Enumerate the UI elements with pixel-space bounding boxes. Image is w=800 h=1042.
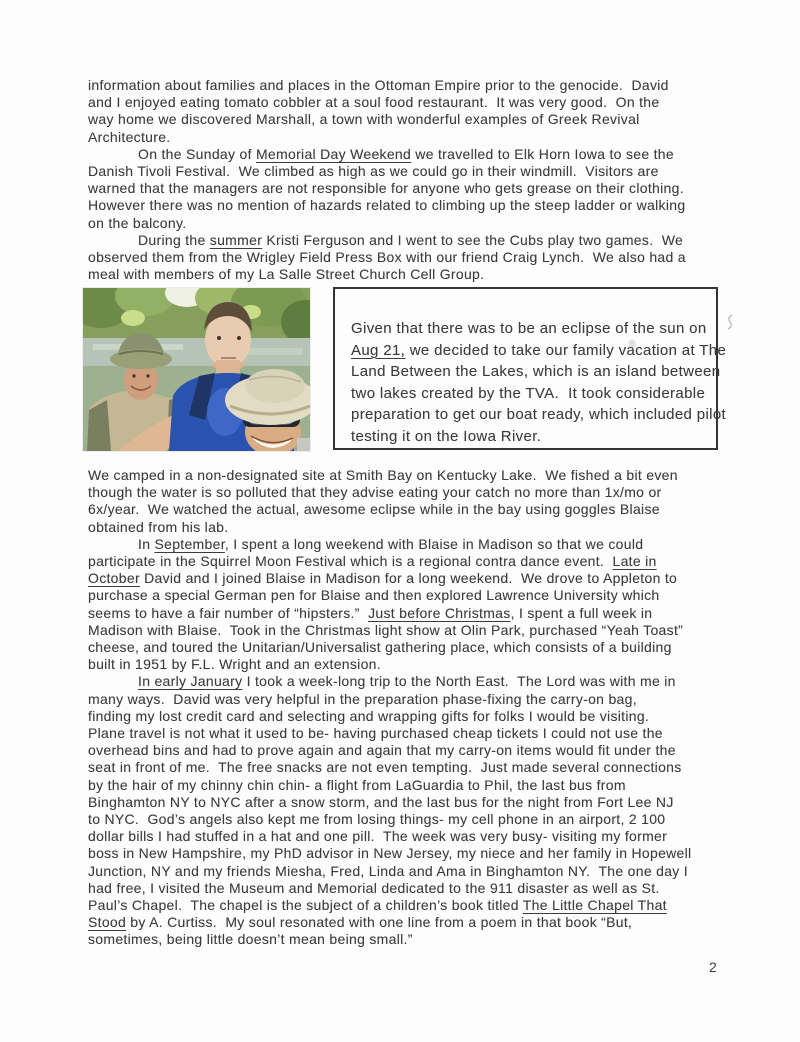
body-text-top: [88, 77, 778, 283]
text-line: We camped in a non-designated site at Smith Bay on Kentucky Lake. We fished a bit even: [88, 467, 678, 483]
text-line: cheese, and toured the Unitarian/Universalist gathering place, which consists of a building: [88, 639, 672, 656]
text-line: dollar bills I had stuffed in a hat and one pill. The week was very busy- visiting my former: [88, 828, 668, 845]
text-line: Plane travel is not what it used to be- having purchased cheap tickets I could not use the: [88, 725, 663, 742]
vacation-selfie-photo: [83, 288, 310, 451]
text-line: 6x/year. We watched the actual, awesome eclipse while in the bay using goggles Blaise: [88, 501, 660, 518]
text-line: had free, I visited the Museum and Memorial dedicated to the 911 disaster as well as St.: [88, 879, 660, 896]
text-line: though the water is so polluted that they advise eating your catch no more than 1x/mo or: [88, 484, 662, 501]
text-line: October David and I joined Blaise in Madison for a long weekend. We drove to Appleton to: [88, 570, 678, 587]
pencil-smudge-artifact: [627, 339, 637, 348]
text-line: Paul’s Chapel. The chapel is the subject of a children’s book titled The Little Chapel That: [88, 897, 667, 914]
text-line: Architecture.: [88, 128, 171, 145]
text-line: obtained from his lab.: [88, 518, 229, 535]
text-line: meal with members of my La Salle Street Church Cell Group.: [88, 266, 485, 283]
text-line: Junction, NY and my friends Miesha, Fred, Linda and Ama in Binghamton NY. The one day I: [88, 862, 688, 879]
text-line: preparation to get our boat ready, which included pilot: [351, 406, 727, 424]
text-line: During the summer Kristi Ferguson and I went to see the Cubs play two games. We: [138, 231, 684, 248]
text-line: Aug 21, we decided to take our family vacation at The: [351, 341, 727, 359]
text-line: boss in New Hampshire, my PhD advisor in New Jersey, my niece and her family in Hopewell: [88, 845, 692, 862]
text-line: many ways. David was very helpful in the preparation phase-fixing the carry-on bag,: [88, 690, 637, 707]
eclipse-callout-box: [333, 287, 727, 450]
text-line: built in 1951 by F.L. Wright and an extension.: [88, 656, 381, 673]
text-line: finding my lost credit card and selecting and wrapping gifts for folks I would be visiting.: [88, 707, 650, 724]
page-number: 2: [709, 959, 718, 975]
text-line: seems to have a fair number of “hipsters.” Just before Christmas, I spent a full week in: [88, 604, 653, 621]
text-line: testing it on the Iowa River.: [351, 427, 542, 445]
text-line: Danish Tivoli Festival. We climbed as high as we could go in their windmill. Visitors are: [88, 163, 659, 180]
body-text-bottom: [88, 467, 778, 949]
text-line: Madison with Blaise. Took in the Christmas light show at Olin Park, purchased “Yeah Toast”: [88, 621, 684, 638]
scan-artifact: [724, 314, 736, 330]
text-line: observed them from the Wrigley Field Press Box with our friend Craig Lynch. We also had a: [88, 249, 686, 266]
paragraph: [88, 77, 778, 146]
paragraph: [88, 467, 778, 536]
text-line: participate in the Squirrel Moon Festival which is a regional contra dance event. Late in: [88, 553, 657, 570]
text-line: In early January I took a week-long trip to the North East. The Lord was with me in: [138, 673, 676, 690]
text-line: Binghamton NY to NYC after a snow storm, and the last bus for the night from Fort Lee NJ: [88, 793, 674, 810]
text-line: Given that there was to be an eclipse of the sun on: [351, 320, 707, 337]
text-line: way home we discovered Marshall, a town with wonderful examples of Greek Revival: [88, 111, 640, 128]
text-line: In September, I spent a long weekend with Blaise in Madison so that we could: [138, 535, 644, 552]
text-line: two lakes created by the TVA. It took considerable: [351, 384, 706, 402]
paragraph: [88, 536, 778, 674]
text-line: on the balcony.: [88, 214, 187, 231]
callout-text: [351, 318, 727, 448]
text-line: overhead bins and had to prove again and again that my carry-on items would fit under the: [88, 742, 676, 759]
text-line: On the Sunday of Memorial Day Weekend we travelled to Elk Horn Iowa to see the: [138, 145, 674, 162]
text-line: Stood by A. Curtiss. My soul resonated with one line from a poem in that book “But,: [88, 914, 633, 931]
text-line: by the hair of my chinny chin chin- a flight from LaGuardia to Phil, the last bus from: [88, 776, 626, 793]
text-line: Land Between the Lakes, which is an island between: [351, 363, 721, 381]
text-line: warned that the managers are not responsible for anyone who gets grease on their clothing.: [88, 180, 684, 197]
text-line: sometimes, being little doesn’t mean being small.”: [88, 931, 413, 948]
text-line: and I enjoyed eating tomato cobbler at a soul food restaurant. It was very good. On the: [88, 94, 660, 111]
text-line: However there was no mention of hazards related to climbing up the steep ladder or walking: [88, 197, 686, 214]
text-line: to NYC. God’s angels also kept me from losing things- my cell phone in an airport, 2 100: [88, 811, 666, 828]
text-line: purchase a special German pen for Blaise and then explored Lawrence University which: [88, 587, 660, 604]
text-line: seat in front of me. The free snacks are not even tempting. Just made several connections: [88, 759, 682, 776]
photo-illustration: [83, 288, 310, 451]
paragraph: [88, 146, 778, 232]
text-line: information about families and places in the Ottoman Empire prior to the genocide. David: [88, 77, 669, 93]
paragraph: [88, 232, 778, 284]
paragraph: [88, 673, 778, 948]
